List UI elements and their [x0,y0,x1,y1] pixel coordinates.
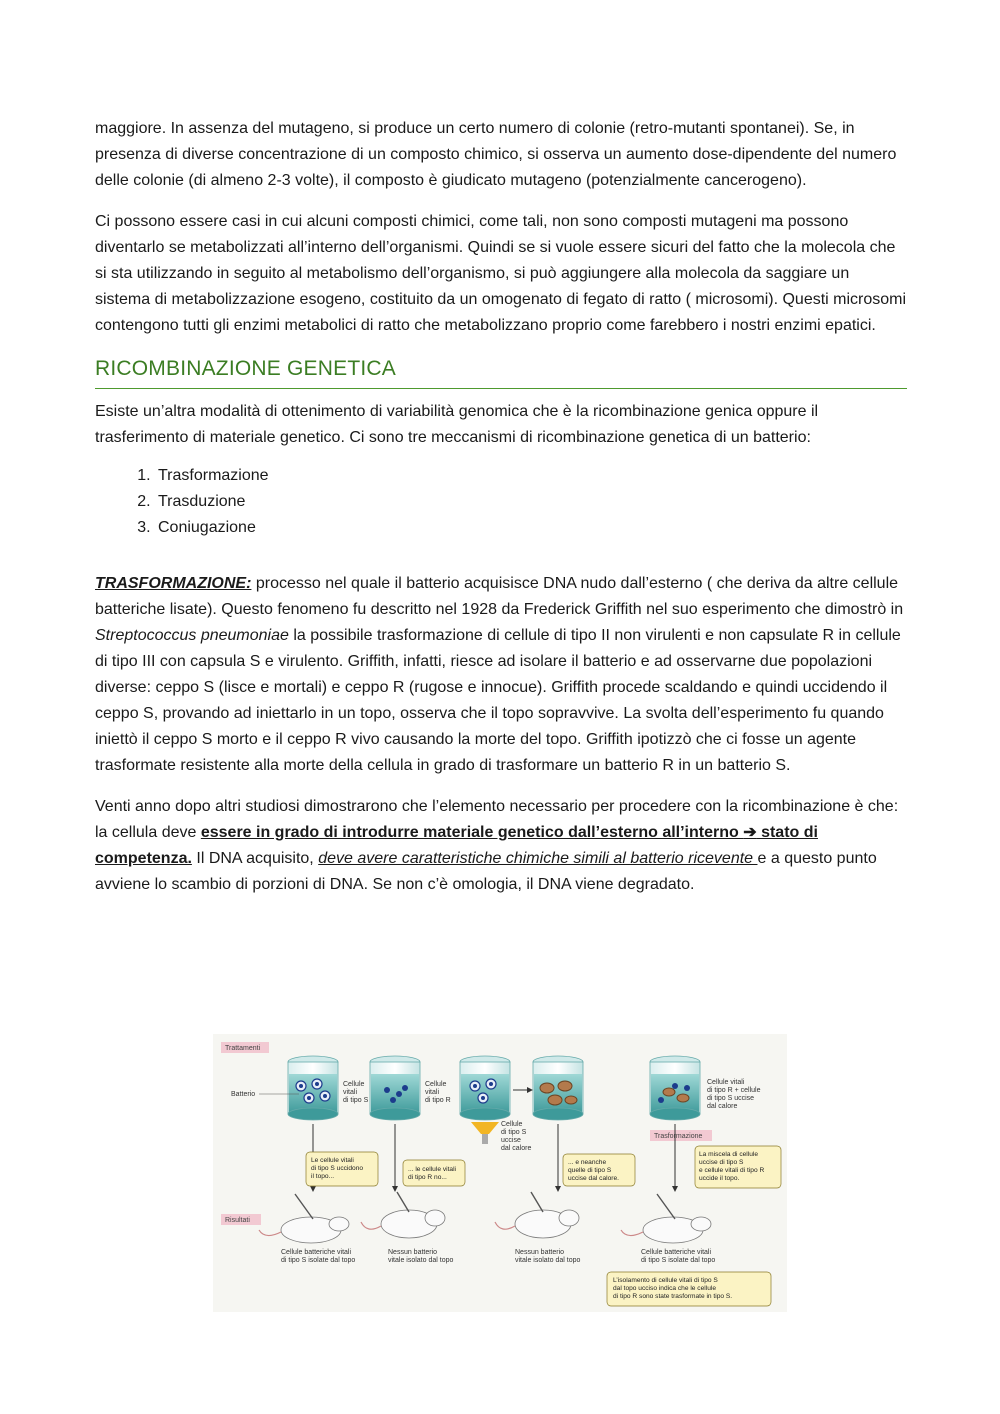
mouse-dead-4 [621,1194,711,1243]
trattamenti-label: Trattamenti [225,1045,261,1052]
bubble-1-line: il topo... [311,1173,335,1180]
bubble-1 [306,1152,378,1186]
text-segment: Il DNA acquisito, [191,850,319,867]
mechanism-list [95,463,907,541]
bubble-3-line: ... e neanche [568,1159,607,1166]
bubble-1-line: di tipo S uccidono [311,1165,364,1172]
bubble-3 [563,1154,635,1186]
bubble-4-line: e cellule vitali di tipo R [699,1167,765,1174]
label-r-1: Cellule [425,1081,447,1088]
bubble-4 [695,1146,781,1188]
syringe-icon [657,1194,675,1219]
arrow-right-icon: ➔ [743,824,757,841]
bubble-1-line: Le cellule vitali [311,1157,354,1164]
beaker-s-dead [533,1056,583,1120]
text-segment: stato di competenza. [95,824,818,867]
mix-label-4: dal calore [707,1103,738,1110]
result-2-line: Nessun batterio [388,1249,438,1256]
heat-label-4: dal calore [501,1145,532,1152]
paragraph-intro: Esiste un’altra modalità di ottenimento di variabilità genomica che è la ricombinazione genica oppure il trasferimento di materiale genetico. Ci sono tre meccanismi di ricombinazione genetica di un batterio: [95,403,819,446]
conclusion-box [607,1272,771,1306]
label-s-3: di tipo S [343,1097,369,1104]
heat-label-1: Cellule [501,1121,523,1128]
bubble-2 [403,1160,465,1186]
flame-icon [471,1122,499,1134]
griffith-experiment-figure [213,1034,787,1312]
bubble-4-line: uccide il topo. [699,1175,740,1182]
list-item: 3. Coniugazione [155,515,907,541]
mouse-alive-3 [495,1192,579,1238]
text-segment: la possibile trasformazione di cellule di tipo II non virulenti e non capsulate R in cellule di tipo III con capsula S e virulento. Griffith, infatti, riesce ad isolare il batterio e ad osservarne due popolazioni diverse: ceppo S (lisce e mortali) e ceppo R (rugose e innocue). Griffith procede scaldando e quindi uccidendo il ceppo S, provando ad iniettarlo in un topo, osserva che il topo sopravvive. La svolta dell’esperimento fu quando iniettò il ceppo S morto e il ceppo R vivo causando la morte del topo. Griffith ipotizzò che ci fosse un agente trasformate resistente alla morte della cellula in grado di trasformare un batterio R in un batterio S. [95,627,901,774]
paragraph-microsomi: Ci possono essere casi in cui alcuni composti chimici, come tali, non sono composti mutageni ma possono diventarlo se metabolizzati all’interno dell’organismi. Quindi se si vuole essere sicuri del fatto che la molecola che si sta utilizzando in seguito al metabolismo dell’organismo, si può aggiungere alla molecola da saggiare un sistema di metabolizzazione esogeno, costituito da un omogenato di fegato di ratto ( microsomi). Questi microsomi contengono tutti gli enzimi metabolici di ratto che metabolizzano proprio come farebbero i nostri enzimi epatici. [95,213,907,334]
mouse-dead-1 [259,1194,349,1243]
batterio-label: Batterio [231,1091,256,1098]
result-4-line: di tipo S isolate dal topo [641,1257,716,1264]
paragraph-mutagen: maggiore. In assenza del mutageno, si produce un certo numero di colonie (retro-mutanti spontanei). Se, in presenza di diverse concentrazione di un composto chimico, si osserva un aumento dose-dipendente del numero delle colonie (di almeno 2-3 volte), il composto è giudicato mutageno (potenzialmente cancerogeno). [95,120,897,189]
syringe-icon [531,1192,543,1212]
result-3-line: vitale isolato dal topo [515,1257,581,1264]
label-s-1: Cellule [343,1081,365,1088]
conclusion-line: L’isolamento di cellule vitali di tipo S [613,1277,718,1284]
label-s-2: vitali [343,1089,358,1096]
heading-rule [95,388,907,389]
text-segment: processo nel quale il batterio acquisisce DNA nudo dall’esterno ( che deriva da altre cellule batteriche lisate). Questo fenomeno fu descritto nel 1928 da Frederick Griffith nel suo esperimento che dimostrò in [95,575,904,618]
bubble-2-line: di tipo R no... [408,1174,447,1181]
list-item: 1. Trasformazione [155,463,907,489]
label-r-3: di tipo R [425,1097,451,1104]
trasformazione-label: Trasformazione [654,1133,703,1140]
syringe-icon [295,1194,313,1219]
label-r-2: vitali [425,1089,440,1096]
bubble-2-line: ... le cellule vitali [408,1166,457,1173]
document-page [95,116,907,913]
result-1-line: di tipo S isolate dal topo [281,1257,356,1264]
text-segment: e a questo punto avviene lo scambio di porzioni di DNA. Se non c’è omologia, il DNA viene degradato. [95,850,877,893]
mix-label-1: Cellule vitali [707,1079,745,1086]
text-segment: Venti anno dopo altri studiosi dimostrarono che l’elemento necessario per procedere con la ricombinazione è che: la cellula deve [95,798,899,841]
paragraph-trasformazione [95,571,907,779]
bubble-4-line: uccise di tipo S [699,1159,744,1166]
mouse-alive-2 [361,1192,445,1238]
risultati-label: Risultati [225,1217,250,1224]
beaker-r-vitali [370,1056,420,1120]
mix-label-2: di tipo R + cellule [707,1087,761,1094]
section-heading: RICOMBINAZIONE GENETICA [95,357,396,380]
paragraph-competenza [95,794,907,898]
conclusion-line: dal topo ucciso indica che le cellule [613,1285,716,1292]
result-4-line: Cellule batteriche vitali [641,1249,712,1256]
heat-label-2: di tipo S [501,1129,527,1136]
result-1-line: Cellule batteriche vitali [281,1249,352,1256]
syringe-icon [397,1192,409,1212]
species-name: Streptococcus pneumoniae [95,627,289,644]
text-segment: essere in grado di introdurre materiale genetico dall’esterno all’interno [200,824,744,841]
bubble-3-line: quelle di tipo S [568,1167,612,1174]
result-3-line: Nessun batterio [515,1249,565,1256]
beaker-mix [650,1056,700,1120]
list-item: 2. Trasduzione [155,489,907,515]
bubble-4-line: La miscela di cellule [699,1151,759,1158]
heat-label-3: uccise [501,1137,521,1144]
bubble-3-line: uccise dal calore. [568,1175,619,1182]
conclusion-line: di tipo R sono state trasformate in tipo S. [613,1293,733,1300]
mix-label-3: di tipo S uccise [707,1095,755,1102]
beaker-s-vitali [288,1056,338,1120]
term-trasformazione: TRASFORMAZIONE: [95,575,252,592]
result-2-line: vitale isolato dal topo [388,1257,454,1264]
figure-illustration [213,1034,787,1312]
emphasis-omologia: deve avere caratteristiche chimiche simili al batterio ricevente [318,850,758,867]
